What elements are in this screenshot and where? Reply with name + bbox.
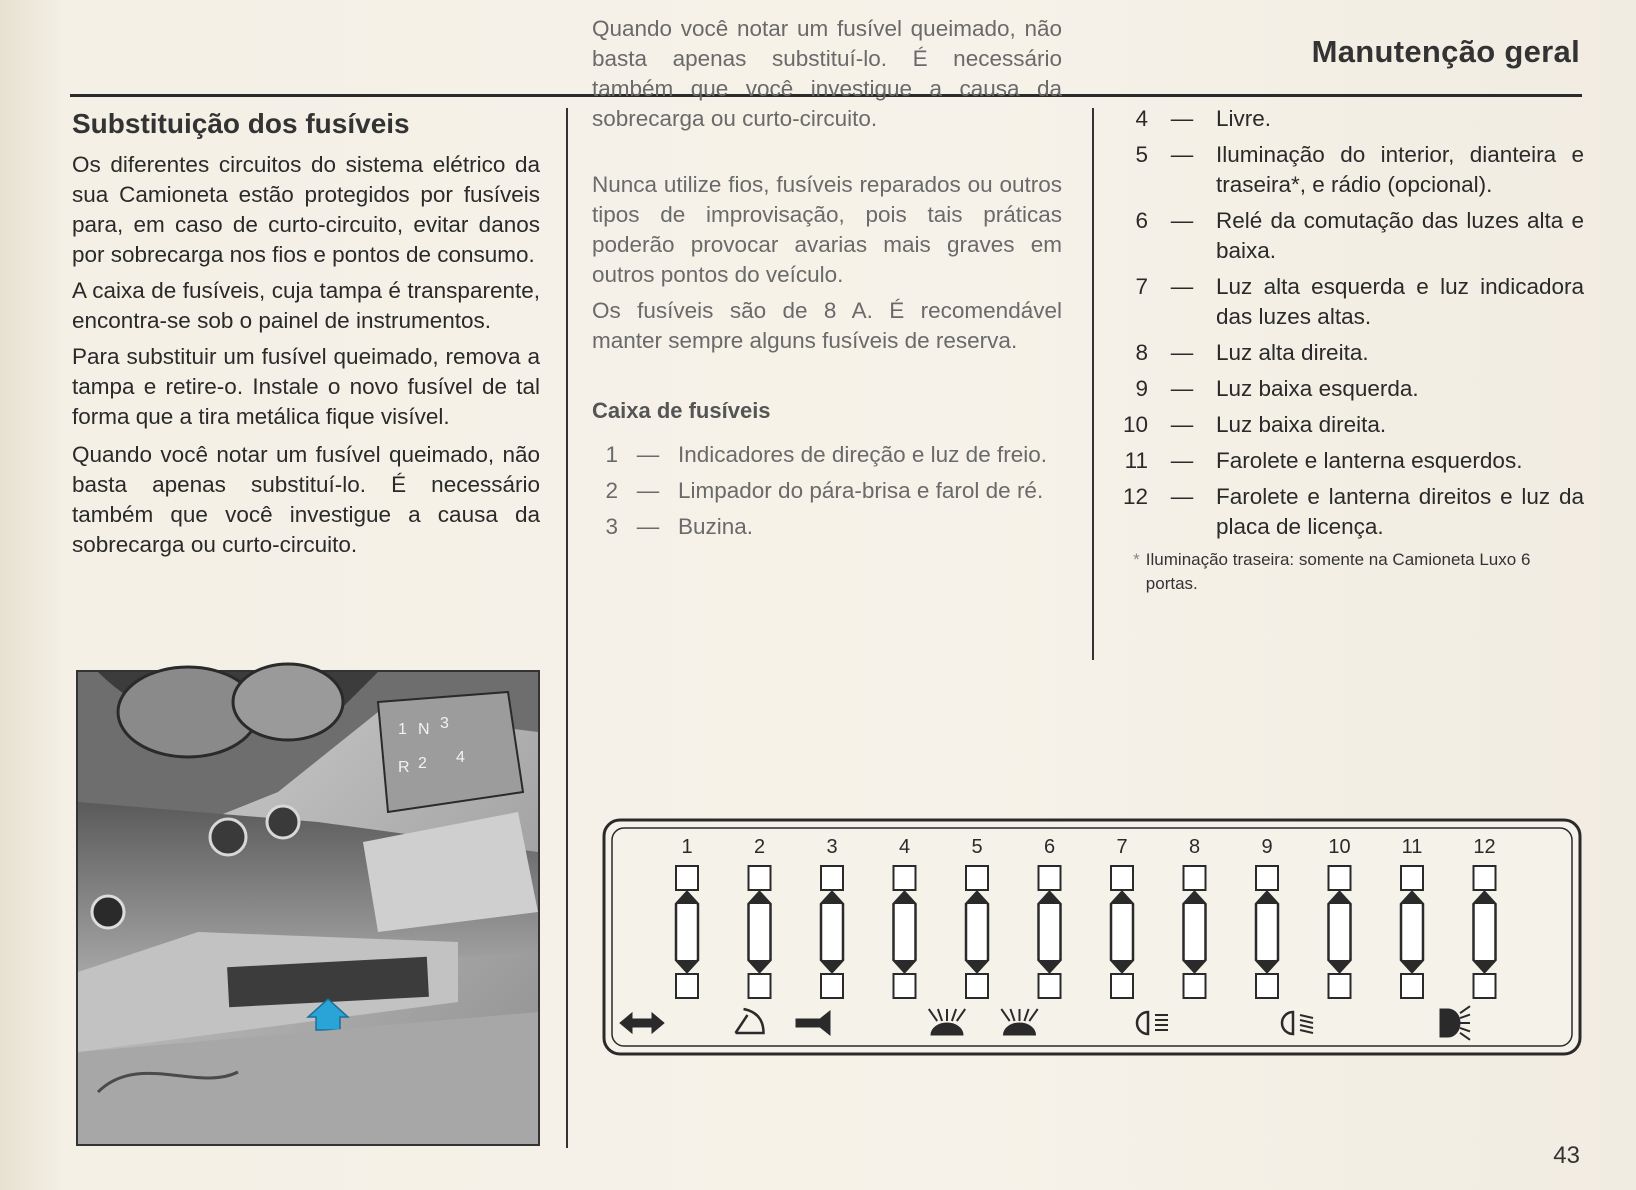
fuse-contact-top: [1401, 866, 1423, 890]
fuse-slot-number: 7: [1116, 836, 1128, 858]
fuse-description: Relé da comutação das luzes alta e baixa.: [1216, 208, 1584, 263]
fuse-dash: —: [1170, 484, 1194, 509]
fuse-contact-top: [1256, 866, 1278, 890]
fuse-contact-top: [676, 866, 698, 890]
fuse-description: Iluminação do interior, dianteira e traseira*, e rádio (opcional).: [1216, 142, 1584, 197]
fuse-contact-bottom: [1329, 974, 1351, 998]
fuse-dash: —: [1170, 274, 1194, 299]
fuse-contact-bottom: [1256, 974, 1278, 998]
column-1: [72, 104, 540, 557]
fuse-dash: —: [1170, 208, 1194, 233]
fuse-slot-number: 2: [753, 836, 766, 858]
fuse-contact-top: [894, 866, 916, 890]
fuse-slot-number: 8: [1188, 836, 1201, 858]
fuse-list-item: [1112, 140, 1584, 200]
fuse-dash: —: [1170, 448, 1194, 473]
page-number: 43: [1553, 1142, 1580, 1169]
paragraph-4-continuation: Quando você notar um fusível queimado, não basta apenas substituí-lo. É necessário também que você investigue a causa da sobrecarga ou curto-circuito.: [592, 16, 1062, 131]
fuse-slot-number: 4: [898, 836, 911, 858]
fuse-dash: —: [1170, 106, 1194, 131]
fuse-list-item: [1112, 104, 1584, 134]
fuse-contact-top: [1111, 866, 1133, 890]
fuse-contact-bottom: [1039, 974, 1061, 998]
paragraph-5: Nunca utilize fios, fusíveis reparados ou outros tipos de improvisação, pois tais práticas poderão provocar avarias mais graves em outros pontos do veículo.: [592, 172, 1062, 287]
gear-label-r: R: [398, 759, 410, 776]
fuse-number: 6: [1135, 208, 1148, 233]
gear-label-2: 2: [418, 755, 427, 772]
fuse-description: Luz baixa direita.: [1216, 412, 1387, 437]
footnote-text: Iluminação traseira: somente na Camioneta Luxo 6 portas.: [1145, 550, 1531, 593]
paragraph-4-continued: [592, 16, 1062, 164]
paragraph-3: Para substituir um fusível queimado, remova a tampa e retire-o. Instale o novo fusível de tal forma que a tira metálica fique visível.: [72, 344, 540, 429]
fuse-description: Luz alta esquerda e luz indicadora das luzes altas.: [1216, 274, 1584, 329]
section-title: Substituição dos fusíveis: [72, 108, 410, 139]
fuse-contact-top: [1474, 866, 1496, 890]
fuse-contact-top: [1184, 866, 1206, 890]
fuse-contact-bottom: [1184, 974, 1206, 998]
fuse-box-diagram: [602, 818, 1582, 1058]
fuse-number: 4: [1135, 106, 1148, 131]
gear-label-n: N: [418, 721, 430, 738]
dashboard-illustration: [78, 672, 538, 1144]
fuse-description: Limpador do pára-brisa e farol de ré.: [678, 478, 1044, 503]
fuse-contact-bottom: [966, 974, 988, 998]
fuse-number: 12: [1122, 484, 1148, 509]
fuse-description: Luz alta direita.: [1216, 340, 1369, 365]
column-3: [1112, 104, 1584, 596]
fuse-box-photo: [76, 670, 540, 1146]
paragraph-6: Os fusíveis são de 8 A. É recomendável manter sempre alguns fusíveis de reserva.: [592, 298, 1062, 353]
fuse-description: Livre.: [1216, 106, 1272, 131]
fuse-dash: —: [1170, 376, 1194, 401]
fuse-slot-number: 10: [1328, 836, 1351, 858]
fuse-slot-number: 12: [1473, 836, 1496, 858]
fuse-number: 10: [1122, 412, 1148, 437]
fuse-number: 8: [1135, 340, 1148, 365]
column-divider-1: [566, 108, 568, 1148]
paragraph-4: [72, 440, 540, 557]
fuse-contact-top: [1329, 866, 1351, 890]
fuse-description: Indicadores de direção e luz de freio.: [678, 442, 1047, 467]
paragraph-2: A caixa de fusíveis, cuja tampa é transparente, encontra-se sob o painel de instrumentos.: [72, 278, 540, 333]
fuse-number: 11: [1124, 448, 1148, 473]
fuse-contact-bottom: [821, 974, 843, 998]
fuse-list-item: [592, 440, 1062, 470]
fuse-dash: —: [636, 514, 660, 539]
fuse-list-item: [1112, 410, 1584, 440]
fuse-contact-bottom: [1401, 974, 1423, 998]
running-head: Manutenção geral: [1311, 34, 1580, 69]
fuse-description: Buzina.: [678, 514, 754, 539]
fuse-list-item: [1112, 206, 1584, 266]
fuse-slot-number: 6: [1043, 836, 1056, 858]
fuse-list-item: [1112, 482, 1584, 542]
fuse-slot-number: 3: [826, 836, 838, 858]
column-2: [592, 16, 1062, 548]
fuse-contact-top: [1039, 866, 1061, 890]
fuse-number: 7: [1135, 274, 1148, 299]
fuse-number: 9: [1135, 376, 1148, 401]
fuse-dash: —: [1170, 340, 1194, 365]
fuse-description: Luz baixa esquerda.: [1216, 376, 1419, 401]
fuse-dash: —: [1170, 142, 1194, 167]
gear-label-1: 1: [398, 721, 407, 738]
fuse-list-item: [1112, 338, 1584, 368]
footnote-mark: *: [1133, 550, 1140, 569]
fuse-contact-top: [749, 866, 771, 890]
fuse-slot-number: 11: [1401, 836, 1423, 858]
paragraph-4-text: Quando você notar um fusível queimado, não basta apenas substituí-lo. É necessário também que você investigue a causa da sobrecarga ou curto-circuito.: [72, 442, 540, 557]
fuse-diagram-svg: [602, 818, 1582, 1058]
fuse-list-item: [592, 512, 1062, 542]
fuse-list-item: [1112, 374, 1584, 404]
fuse-contact-bottom: [676, 974, 698, 998]
fuse-number: 1: [605, 442, 618, 467]
fuse-box-title: Caixa de fusíveis: [592, 398, 771, 423]
fuse-description: Farolete e lanterna direitos e luz da placa de licença.: [1216, 484, 1584, 539]
gear-label-3: 3: [440, 715, 449, 732]
fuse-contact-bottom: [894, 974, 916, 998]
fuse-contact-bottom: [1474, 974, 1496, 998]
fuse-number: 3: [605, 514, 618, 539]
fuse-description: Farolete e lanterna esquerdos.: [1216, 448, 1523, 473]
fuse-contact-bottom: [749, 974, 771, 998]
column-divider-2: [1092, 108, 1094, 660]
fuse-list-item: [592, 476, 1062, 506]
fuse-dash: —: [636, 442, 660, 467]
fuse-number: 2: [605, 478, 618, 503]
gear-label-4: 4: [456, 749, 465, 766]
fuse-list-item: [1112, 446, 1584, 476]
paragraph-1: Os diferentes circuitos do sistema elétrico da sua Camioneta estão protegidos por fusíveis para, em caso de curto-circuito, evitar danos por sobrecarga nos fios e pontos de consumo.: [72, 152, 540, 267]
footnote: [1112, 548, 1584, 596]
fuse-list-item: [1112, 272, 1584, 332]
fuse-contact-top: [821, 866, 843, 890]
fuse-contact-bottom: [1111, 974, 1133, 998]
fuse-number: 5: [1135, 142, 1148, 167]
fuse-dash: —: [1170, 412, 1194, 437]
fuse-contact-top: [966, 866, 988, 890]
fuse-slot-number: 5: [971, 836, 983, 858]
fuse-slot-number: 1: [681, 836, 693, 858]
fuse-dash: —: [636, 478, 660, 503]
fuse-slot-number: 9: [1261, 836, 1273, 858]
